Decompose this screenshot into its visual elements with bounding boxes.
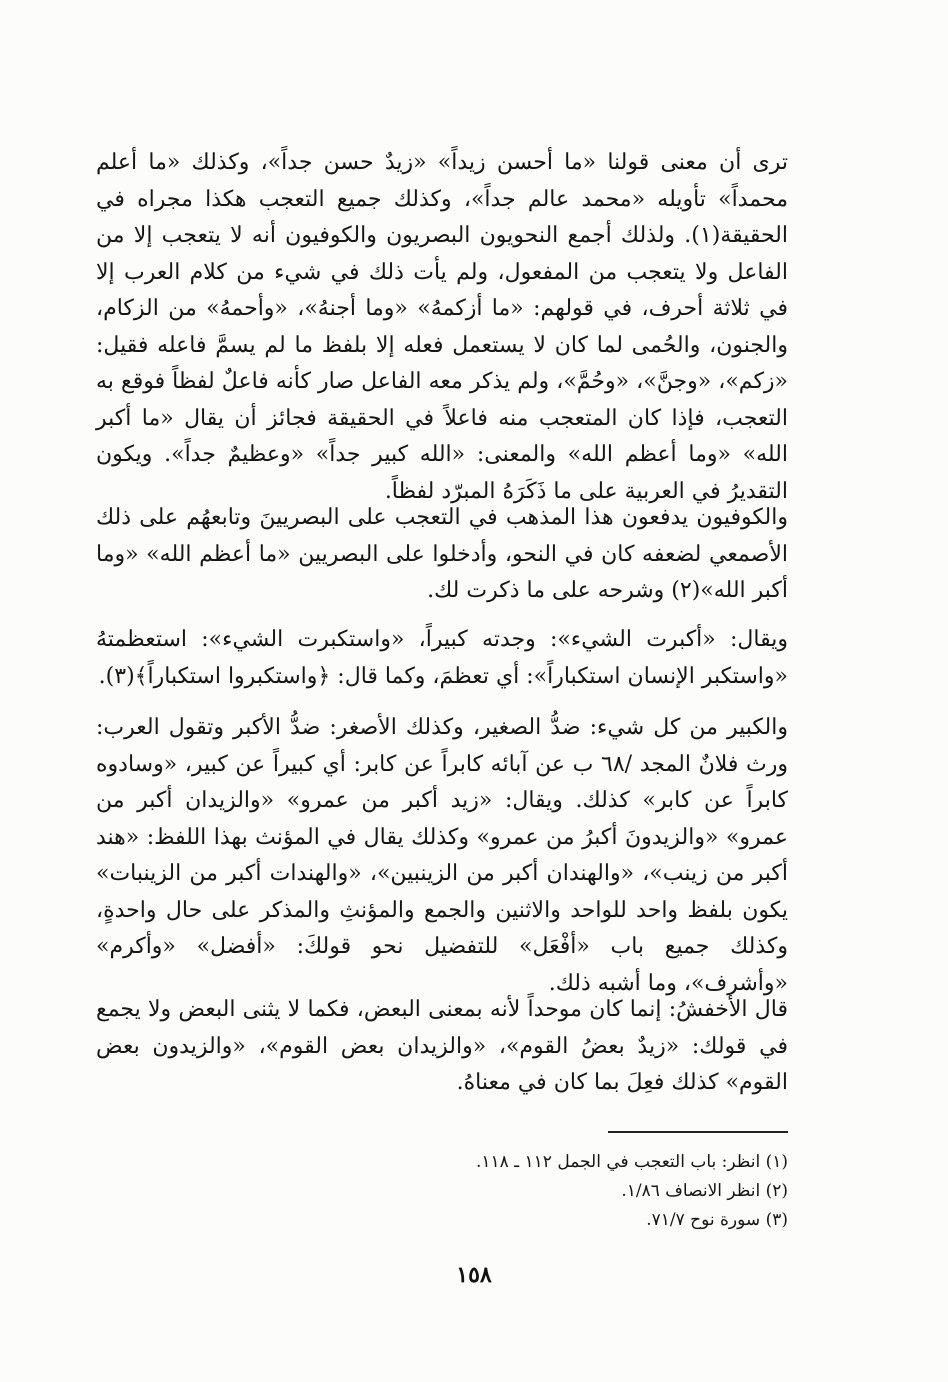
page-number: ١٥٨ xyxy=(456,1262,492,1288)
paragraph-2: والكوفيون يدفعون هذا المذهب في التعجب على البصريينَ وتابعهُم على ذلك الأصمعي لضعفه كان في النحو، وأدخلوا على البصريين «ما أعظم الله» «وما أكبر الله»(٢) وشرحه على ما ذكرت لك. xyxy=(96,505,788,603)
footnote-3: (٣) سورة نوح ٧١/٧. xyxy=(646,1210,788,1230)
paragraph-3: ويقال: «أكبرت الشيء»: وجدته كبيراً، «واستكبرت الشيء»: استعظمتهُ «واستكبر الإنسان استكباراً»: أي تعظمَ، وكما قال: ﴿واستكبروا استكباراً﴾(٣). xyxy=(96,627,788,689)
footnote-1: (١) انظر: باب التعجب في الجمل ١١٢ ـ ١١٨. xyxy=(475,1152,788,1172)
footnotes xyxy=(96,1148,788,1235)
paragraph-1: ترى أن معنى قولنا «ما أحسن زيداً» «زيدٌ حسن جداً»، وكذلك «ما أعلم محمداً» تأويله «محمد عالم جداً»، وكذلك جميع التعجب هكذا مجراه في الحقيقة(١). ولذلك أجمع النحويون البصريون والكوفيون أنه لا يتعجب إلا من الفاعل ولا يتعجب من المفعول، ولم يأت ذلك في شيء من كلام العرب إلا في ثلاثة أحرف، في قولهم: «ما أزكمهُ» «وما أجنهُ»، «وأحمهُ» من الزكام، والجنون، والحُمى لما كان لا يستعمل فعله إلا بلفظ ما لم يسمَّ فاعله فقيل: «زكم»، «وجنَّ»، «وحُمَّ»، ولم يذكر معه الفاعل صار كأنه فاعلٌ لفظاً فوقع به التعجب، فإذا كان المتعجب منه فاعلاً في الحقيقة فجائز أن يقال «ما أكبر الله» «وما أعظم الله» والمعنى: «الله كبير جداً» «وعظيمٌ جداً». ويكون التقديرُ في العربية على ما ذَكَرَهُ المبرّد لفظاً. xyxy=(96,150,788,504)
paragraph-5: قال الأخفشُ: إنما كان موحداً لأنه بمعنى البعض، فكما لا يثنى البعض ولا يجمع في قولك: «زيدٌ بعضُ القوم»، «والزيدان بعض القوم»، «والزيدون بعض القوم» كذلك فعِلَ بما كان في معناهُ. xyxy=(96,997,788,1095)
paragraph-4: والكبير من كل شيء: ضدُّ الصغير، وكذلك الأصغر: ضدُّ الأكبر وتقول العرب: ورث فلانٌ المجد /٦٨ ب عن آبائه كابراً عن كابر: أي كبيراً عن كبير، «وسادوه كابراً عن كابر» كذلك. ويقال: «زيد أكبر من عمرو» «والزيدان أكبر من عمرو» «والزيدونَ أكبرُ من عمرو» وكذلك يقال في المؤنث بهذا اللفظ: «هند أكبر من زينب»، «والهندان أكبر من الزينبين»، «والهندات أكبر من الزينبات» يكون بلفظ واحد للواحد والاثنين والجمع والمؤنثِ والمذكر على حال واحدةٍ، وكذلك جميع باب «أفْعَل» للتفضيل نحو قولكَ: «أفضل» «وأكرم» «وأشرف»، وما أشبه ذلك. xyxy=(96,715,788,996)
footnote-separator xyxy=(608,1131,788,1133)
footnote-2: (٢) انظر الانصاف ١/٨٦. xyxy=(621,1181,788,1201)
